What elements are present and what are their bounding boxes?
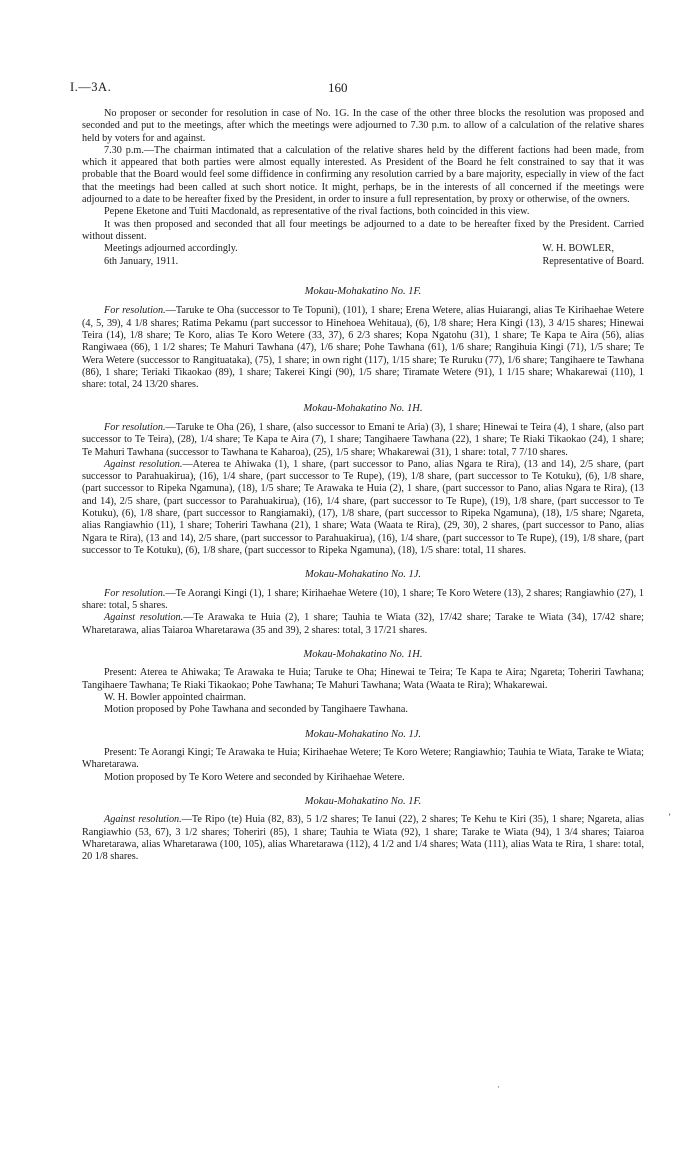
present-list: Present: Te Aorangi Kingi; Te Arawaka te Huia; Kirihaehae Wetere; Te Koro Wetere; Rangiawhio; Tauhia te Wiata, Tarake te Wiata; Wharetarawa.	[82, 747, 644, 771]
section-heading: Mokau-Mohakatino No. 1J.	[304, 569, 422, 581]
paragraph: 7.30 p.m.—The chairman intimated that a calculation of the relative shares held by the different factions had been made, from which it appeared that both parties were almost equally interested. As President of the Board he felt constrained to say that it was probable that the Board would feel some diffidence in confirming any resolution carried by a bare majority, especially in view of the fact that the meetings had been called at such short notice. It might, perhaps, be in the interests of all concerned if the meetings were adjourned to a date to be hereafter fixed by the President, in order to insure a full representation, by proxy or otherwise, of the owners.	[82, 144, 644, 206]
section-heading: Mokau-Mohakatino No. 1J.	[304, 728, 422, 740]
resolution-paragraph	[82, 612, 644, 637]
signature-block	[82, 243, 644, 268]
signatory-title: Representative of Board.	[542, 255, 644, 267]
resolution-paragraph	[82, 459, 644, 557]
for-text: —Taruke te Oha (26), 1 share, (also successor to Emani te Aria) (3), 1 share; Hinewai te Teira (4), 1 share, (also part successor to Te Teira), (28), 1/4 share; Te Kapa te Aira (7), 1 share; Tangihaere Tawhana (22), 1 share; Te Riaki Tikaokao (24), 1 share; Te Mahuri Tawhana (successor to Tawhana te Kaharoa), (25), 1/5 share; Whakarewai (31), 1 share: total, 7 7/10 shares.	[82, 421, 644, 458]
against-text: —Aterea te Ahiwaka (1), 1 share, (part successor to Pano, alias Ngara te Rira), (13 and 14), 2/5 share, (part successor to Parahuakirua), (16), 1/4 share, (part successor to Te Rupe), (19), 1/8 share, (part successor to Te Kotuku), (6), 1/8 share, (part successor to Ripeka Ngamuna), (18), 1/5 share; Te Arawaka te Huia (2), 1 share, (part successor to Pano, alias Ngara te Rira), (13 and 14), 2/5 share, (part successor to Parahuakirua), (16), 1/4 share, (part successor to Te Rupe), (19), 1/8 share, (part successor to Te Kotuku), (6), 1/8 share, (part successor to Rangiamaki), (17), 1/8 share, (part successor to Ripeka Ngamuna), (18), 1/5 share; Ngareta, alias Rangiawhio (11), 1 share; Toheriri Tawhana (21), 1 share; Wata (Waata te Rira), (29, 30), 2 shares, (part successor to Pano, alias Ngara te Rira), (13 and 14), 2/5 share, (part successor to Parahuakirua), (16), 1/4 share, (part successor to Te Rupe), (19), 1/8 share, (part successor to Te Kotuku), (6), 1/8 share, (part successor to Ripeka Ngamuna), (18), 1/5 share: total, 11 shares.	[82, 458, 644, 556]
signature-note: Meetings adjourned accordingly.	[104, 243, 238, 255]
paragraph: It was then proposed and seconded that all four meetings be adjourned to a date to be hereafter fixed by the President. Carried without dissent.	[82, 218, 644, 242]
against-label: Against resolution.	[104, 814, 182, 826]
page-number: 160	[328, 80, 348, 95]
against-text: —Te Ripo (te) Huia (82, 83), 5 1/2 shares; Te Ianui (22), 2 shares; Te Kehu te Kiri (35), 1 share; Ngareta, alias Rangiawhio (53, 67), 3 1/2 shares; Toheriri (85), 1 share; Tauhia te Wiata (92), 1 share; Tarake te Wiata (94), 1 3/4 shares; Taiaroa Wharetarawa, alias Wharetarawa (100, 105), alias Wharetarawa (112), 4 1/2 and 1/4 shares; Wata (111), alias Wata te Rira, 1 share: total, 20 1/8 shares.	[82, 814, 644, 863]
section-heading: Mokau-Mohakatino No. 1H.	[303, 403, 423, 415]
chair-note: W. H. Bowler appointed chairman.	[104, 691, 246, 703]
for-text: —Taruke te Oha (successor to Te Topuni), (101), 1 share; Erena Wetere, alias Huiarangi, alias Te Kirihaehae Wetere (4, 5, 39), 4 1/8 shares; Ratima Pekamu (part successor to Hinehoea Wehitaua), (6), 1/8 share; Hera Kingi (13), 3 4/15 shares; Hinewai Teira (14), 1/8 share; Te Koro, alias Te Koro Wetere (33, 37), 6 2/3 shares; Kopa Ngatohu (31), 1 share; Te Kapa te Aira (56), alias Rangiwaea (66), 1 1/2 shares; Te Mahuri Tawhana (47), 1/6 share; Pohe Tawhana (61), 1/6 share; Rangihuia Kingi (71), 1/5 share; Te Wera Wetere (successor to Rangituataka), (75), 1 share; in own right (117), 1/15 share; Te Ruruku (77), 1/6 share; Tangihaere te Tawhana (86), 1 share; Teriaki Tikaokao (89), 1 share; Takerei Kingi (90), 1/5 share; Tiramate Wetere (91), 1 1/15 share; Whakarewai (110), 1 share: total, 24 13/20 shares.	[82, 305, 644, 391]
against-text: —Te Arawaka te Huia (2), 1 share; Tauhia te Wiata (32), 17/42 share; Tarake te Wiata (34), 17/42 share; Wharetarawa, alias Taiaroa Wharetarawa (35 and 39), 2 shares: total, 3 17/21 shares.	[82, 612, 644, 636]
resolution-paragraph	[82, 814, 644, 863]
scan-speck: ·	[497, 1082, 500, 1092]
against-label: Against resolution.	[104, 612, 184, 624]
for-text: —Te Aorangi Kingi (1), 1 share; Kirihaehae Wetere (10), 1 share; Te Koro Wetere (13), 2 shares; Rangiawhio (27), 1 share: total, 5 shares.	[82, 587, 644, 611]
paragraph: Pepene Eketone and Tuiti Macdonald, as representative of the rival factions, both coincided in this view.	[104, 206, 530, 218]
resolution-paragraph	[82, 422, 644, 459]
present-list: Present: Aterea te Ahiwaka; Te Arawaka te Huia; Taruke te Oha; Hinewai te Teira; Te Kapa te Aira; Ngareta; Toheriri Tawhana; Tangihaere Tawhana; Te Riaki Tikaokao; Pohe Tawhana; Te Mahuri Tawhana; Wata (Waata te Rira); Whakarewai.	[82, 667, 644, 691]
section-heading: Mokau-Mohakatino No. 1F.	[304, 285, 422, 297]
scan-speck: ʼ	[668, 812, 671, 822]
for-label: For resolution.	[104, 305, 166, 317]
paragraph: No proposer or seconder for resolution in case of No. 1G. In the case of the other three blocks the resolution was proposed and seconded and put to the meetings, after which the meetings were adjourned to 7.30 p.m. to allow of a calculation of the relative shares held by voters for and against.	[82, 108, 644, 144]
report-reference: I.—3A.	[70, 80, 112, 94]
document-body	[82, 108, 644, 864]
signature-date: 6th January, 1911.	[104, 255, 179, 267]
for-label: For resolution.	[104, 587, 166, 599]
resolution-paragraph	[82, 588, 644, 613]
motion-note: Motion proposed by Te Koro Wetere and seconded by Kirihaehae Wetere.	[104, 771, 405, 783]
running-header	[70, 80, 640, 98]
resolution-paragraph	[82, 305, 644, 391]
motion-note: Motion proposed by Pohe Tawhana and seconded by Tangihaere Tawhana.	[104, 704, 408, 716]
signatory-name: W. H. BOWLER,	[542, 243, 614, 255]
section-heading: Mokau-Mohakatino No. 1F.	[304, 795, 422, 807]
section-heading: Mokau-Mohakatino No. 1H.	[303, 648, 423, 660]
for-label: For resolution.	[104, 421, 166, 433]
against-label: Against resolution.	[104, 458, 183, 470]
